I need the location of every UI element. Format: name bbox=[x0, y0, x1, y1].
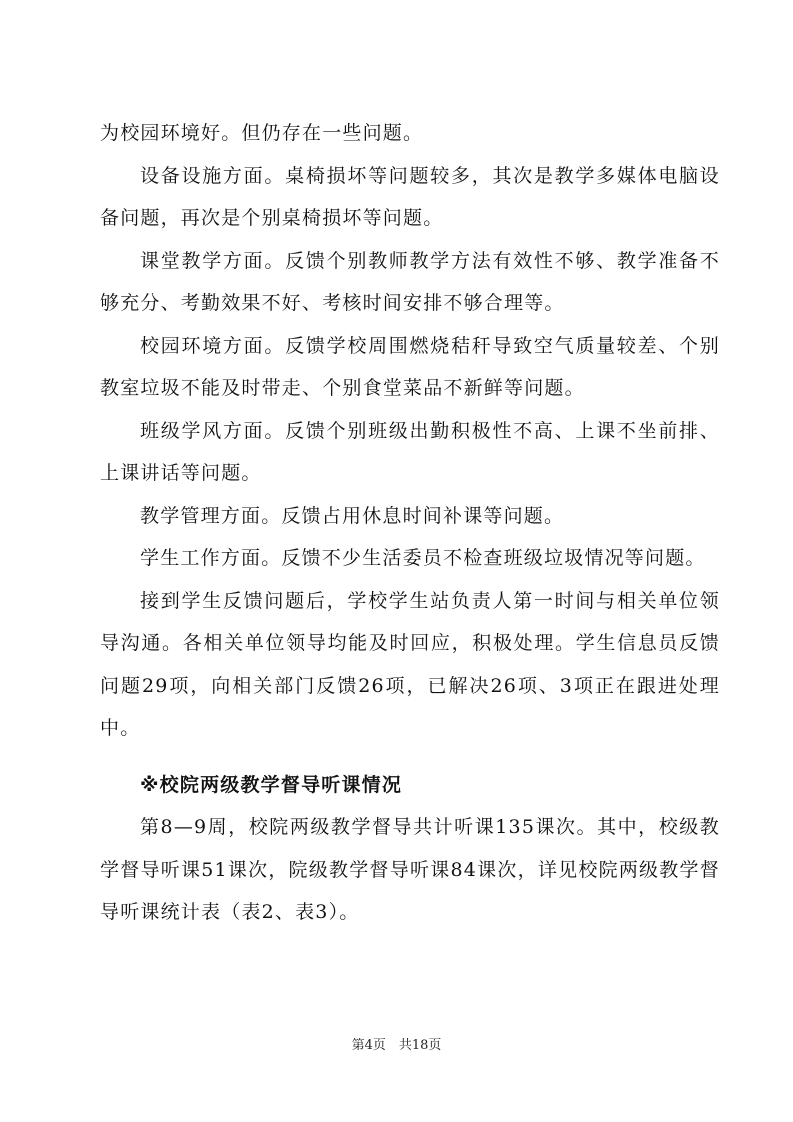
paragraph-student-work: 学生工作方面。反馈不少生活委员不检查班级垃圾情况等问题。 bbox=[140, 547, 706, 569]
paragraph-teaching-management: 教学管理方面。反馈占用休息时间补课等问题。 bbox=[140, 504, 565, 527]
paragraph-supervision-summary: 第8—9周，校院两级教学督导共计听课135课次。其中，校级教学督导听课51课次，院级教学督导听课84课次，详见校院两级教学督导听课统计表（表2、表3）。 bbox=[100, 816, 720, 923]
paragraph-campus-environment: 校园环境方面。反馈学校周围燃烧秸秆导致空气质量较差、个别教室垃圾不能及时带走、个别食堂菜品不新鲜等问题。 bbox=[100, 334, 720, 399]
section-heading: ※校院两级教学督导听课情况 bbox=[140, 773, 403, 796]
paragraph-intro-continuation: 为校园环境好。但仍存在一些问题。 bbox=[100, 122, 424, 144]
paragraph-class-study-style: 班级学风方面。反馈个别班级出勤积极性不高、上课不坐前排、上课讲话等问题。 bbox=[100, 419, 720, 484]
paragraph-classroom-teaching: 课堂教学方面。反馈个别教师教学方法有效性不够、教学准备不够充分、考勤效果不好、考核时间安排不够合理等。 bbox=[100, 249, 720, 314]
page-number-footer: 第4页 共18页 bbox=[351, 1038, 442, 1053]
paragraph-equipment-facilities: 设备设施方面。桌椅损坏等问题较多，其次是教学多媒体电脑设备问题，再次是个别桌椅损坏等问题。 bbox=[100, 164, 720, 229]
document-body bbox=[100, 112, 720, 934]
paragraph-feedback-handling: 接到学生反馈问题后，学校学生站负责人第一时间与相关单位领导沟通。各相关单位领导均能及时回应，积极处理。学生信息员反馈问题29项，向相关部门反馈26项，已解决26项、3项正在跟进处理中。 bbox=[100, 589, 720, 739]
